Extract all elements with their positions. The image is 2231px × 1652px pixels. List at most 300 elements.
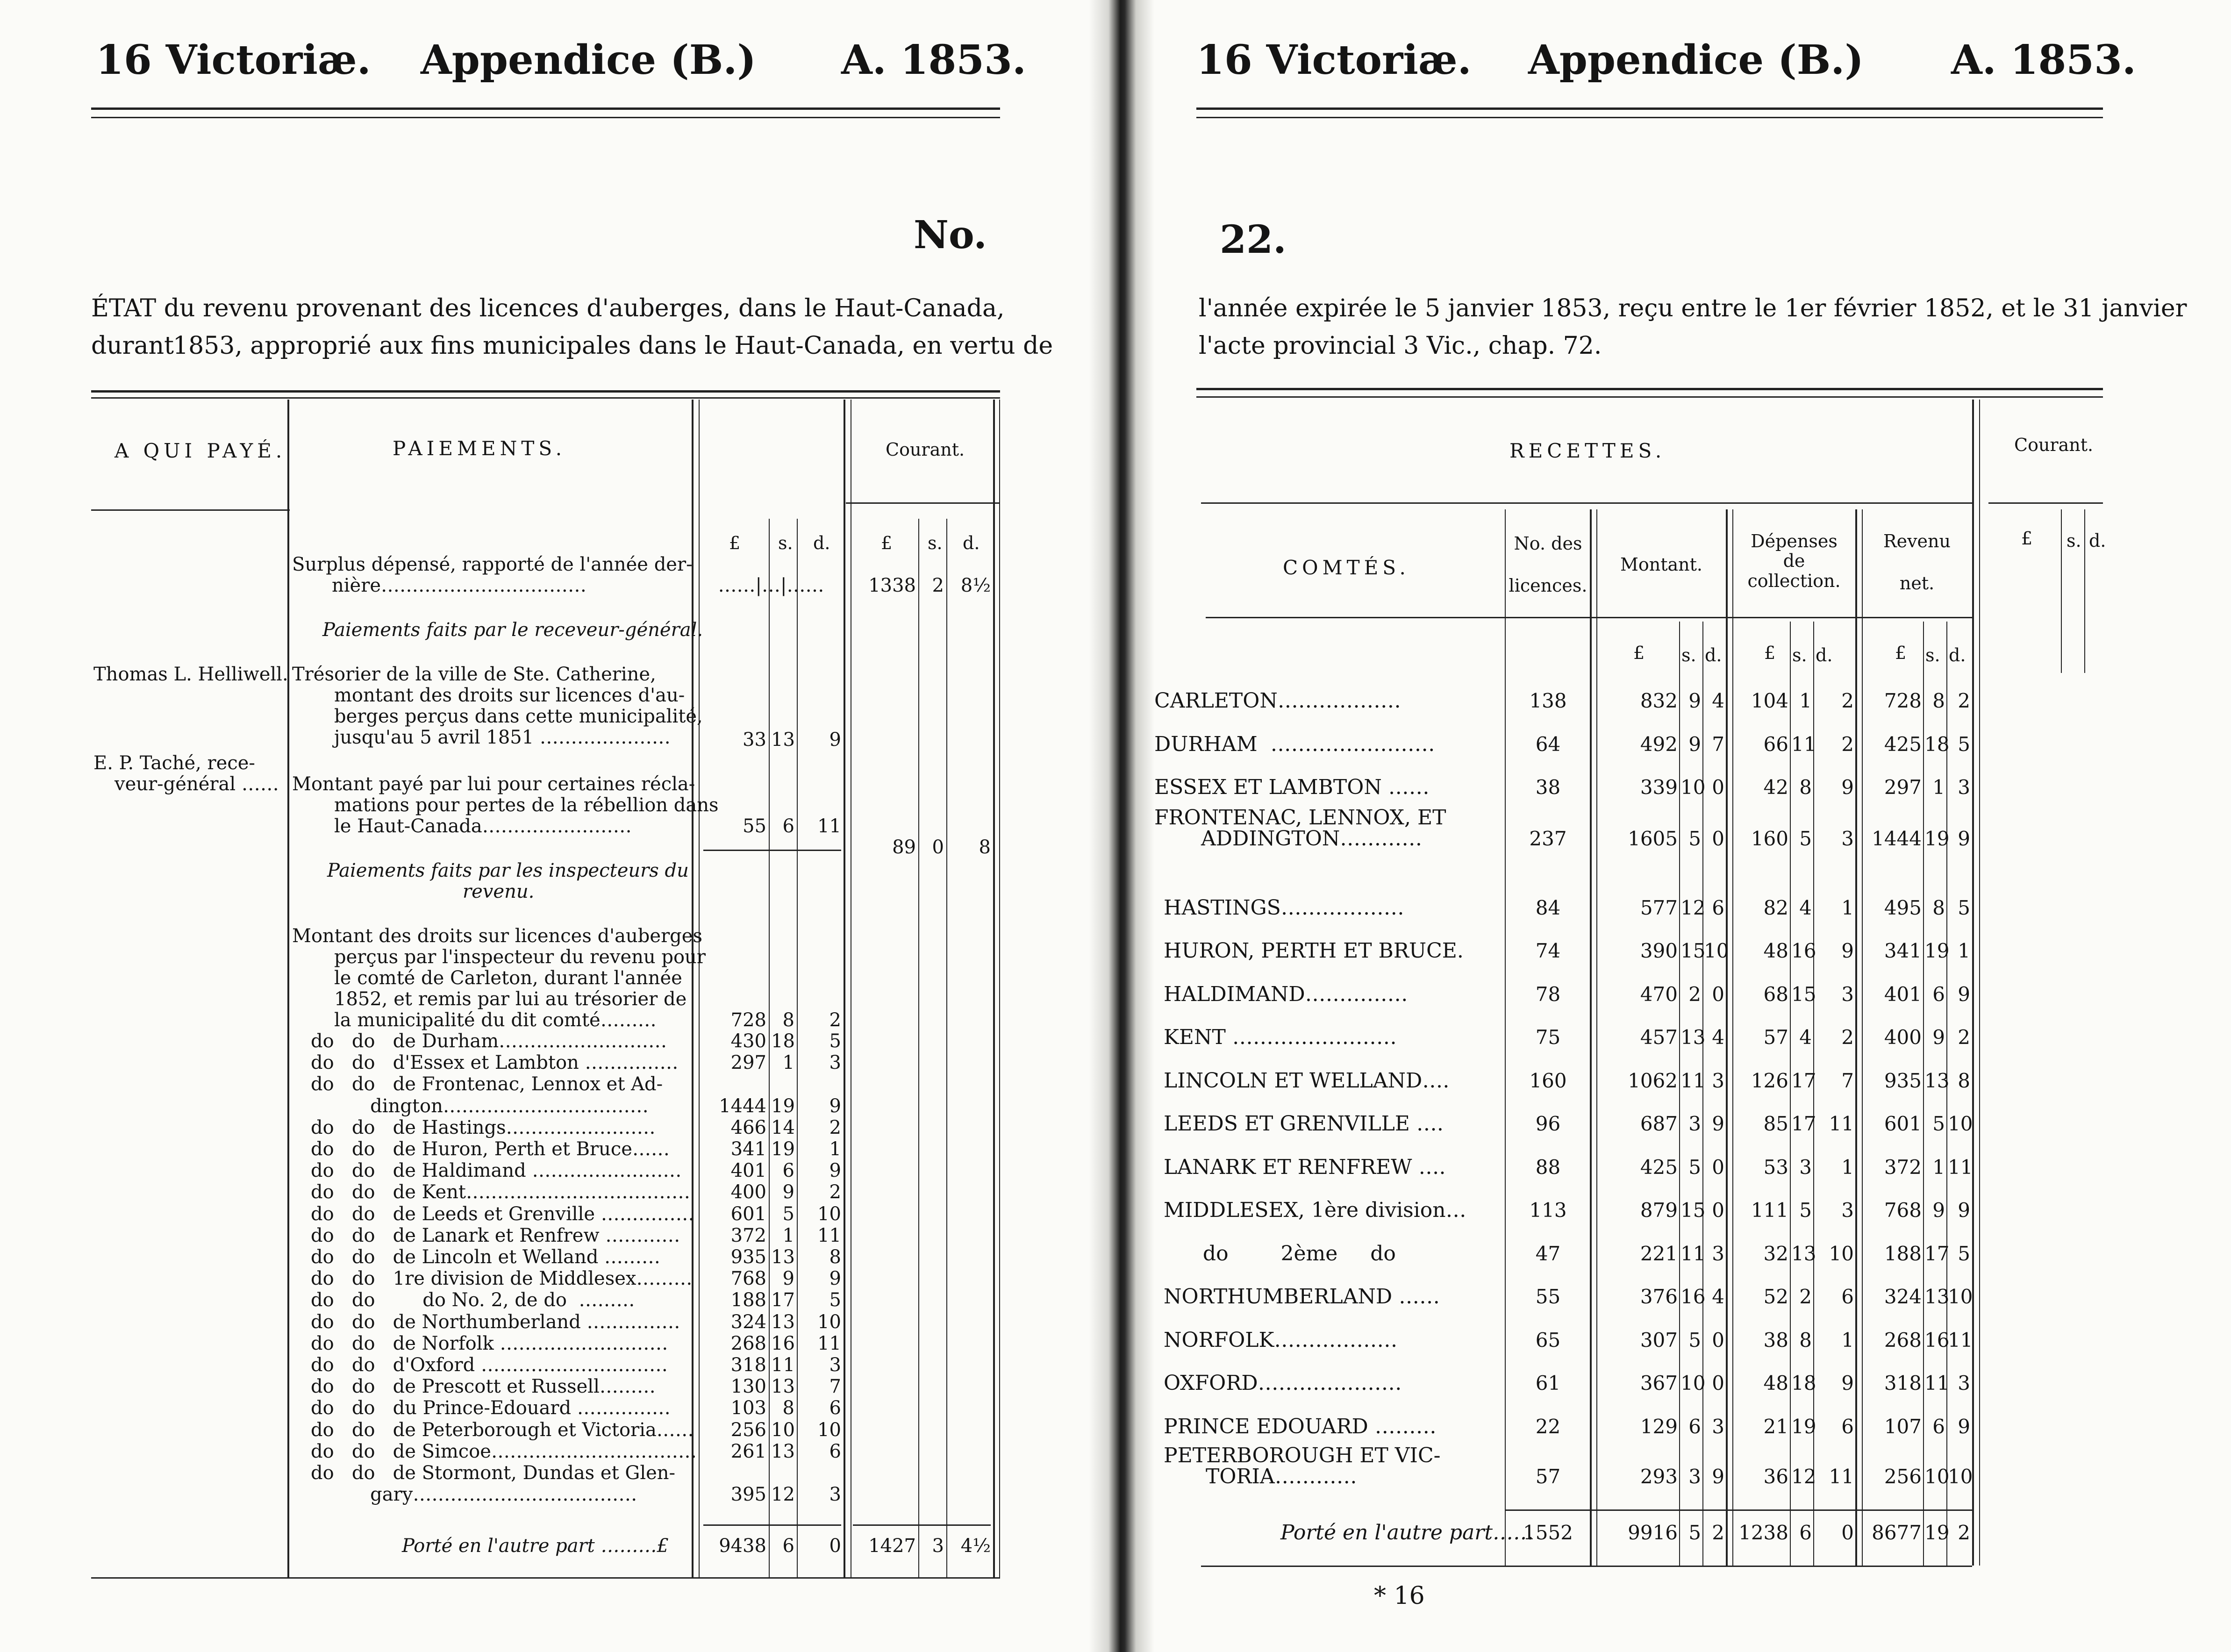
county-name: ESSEX ET LAMBTON …… [1154,775,1430,799]
amount-pence: 9 [1712,1465,1724,1488]
payment-description: le comté de Carleton, durant l'année [334,967,682,989]
net-pounds: 188 [1884,1242,1922,1265]
caption-line: ÉTAT du revenu provenant des licences d'auberges, dans le Haut-Canada, durant [91,294,1005,360]
total-rule [853,1524,991,1526]
net-pounds: 728 [1884,689,1922,712]
net-pounds: 1444 [1872,827,1922,850]
expenses-pounds: 36 [1763,1465,1788,1488]
unit-pound: £ [1895,643,1907,663]
amount-pounds: 367 [1640,1372,1678,1395]
column-divider [287,400,289,1577]
expenses-pence: 6 [1841,1285,1854,1308]
county-name: FRONTENAC, LENNOX, ET [1154,806,1446,830]
expenses-pounds: 68 [1763,983,1788,1006]
total-pence: 0 [829,1535,841,1557]
expenses-pence: 11 [1829,1112,1854,1135]
column-header-receipts: RECETTES. [1509,439,1666,462]
payment-description: la municipalité du dit comté……… [334,1009,657,1031]
amount-shillings: 10 [771,1419,795,1441]
amount-pounds: 256 [730,1419,766,1441]
net-pence: 11 [1948,1329,1973,1352]
payment-description: Montant des droits sur licences d'auberges [292,925,702,947]
net-shillings: 6 [1932,1415,1945,1438]
unit-pence: d. [1949,645,1966,665]
amount-pence: 0 [1712,983,1724,1006]
amount-pounds: 395 [730,1484,766,1505]
column-divider [699,400,700,1577]
table-top-rule [1196,388,2103,390]
header-session: 16 Victoriæ. [1196,36,1472,84]
expenses-shillings: 3 [1799,1156,1812,1179]
expenses-pounds: 104 [1751,689,1788,712]
column-divider [918,519,919,1577]
amount-pounds: 492 [1640,733,1678,756]
total-expenses-pence: 0 [1841,1521,1854,1544]
expenses-pounds: 42 [1763,776,1788,799]
expenses-pence: 10 [1829,1242,1854,1265]
amount-pence: 8 [829,1246,841,1268]
licence-count: 22 [1535,1415,1561,1438]
column-divider [1855,509,1857,1566]
amount-pounds: 318 [730,1354,766,1376]
expenses-pounds: 57 [1763,1026,1788,1049]
column-header-current: Courant. [2014,435,2094,455]
subtotal-pence: 8 [979,837,991,858]
county-name: do 2ème do [1164,1242,1396,1266]
caption-line: l'acte provincial 3 Vic., chap. 72. [1199,332,1602,360]
ditto-row-label: do do du Prince-Edouard …………… [311,1397,671,1419]
unit-shilling: s. [928,533,943,553]
amount-pence: 0 [1712,1156,1724,1179]
amount-shillings: 16 [771,1333,795,1354]
amount-pounds: 577 [1640,896,1678,919]
net-shillings: 1 [1932,776,1945,799]
column-header-expenses: collection. [1747,571,1841,591]
amount-pence: 7 [1712,733,1724,756]
amount-shillings: 5 [1688,1156,1701,1179]
total-licences: 1552 [1523,1521,1573,1544]
licence-count: 57 [1535,1465,1561,1488]
licence-count: 75 [1535,1026,1561,1049]
expenses-shillings: 1 [1799,689,1812,712]
ditto-row-label: do do de Lanark et Renfrew ………… [311,1225,680,1246]
amount-pence: 0 [1712,827,1724,850]
surplus-label: Surplus dépensé, rapporté de l'année der- [292,554,693,575]
column-header-amount: Montant. [1620,554,1702,575]
column-divider [844,400,845,1577]
expenses-pounds: 66 [1763,733,1788,756]
net-shillings: 19 [1924,939,1950,962]
expenses-pounds: 48 [1763,1372,1788,1395]
amount-pence: 2 [829,1117,841,1138]
column-divider [1679,622,1680,1566]
expenses-pence: 11 [1829,1465,1854,1488]
net-shillings: 5 [1932,1112,1945,1135]
ditto-row-label: do do 1re division de Middlesex……… [311,1268,693,1289]
section-heading: revenu. [463,881,535,902]
net-pounds: 297 [1884,776,1922,799]
amount-pence: 10 [817,1419,841,1441]
licence-count: 84 [1535,896,1561,919]
surplus-label: nière…………………………… [332,575,587,596]
net-shillings: 9 [1932,1026,1945,1049]
expenses-pounds: 52 [1763,1285,1788,1308]
column-divider [999,400,1000,1577]
page-folio: * 16 [1374,1582,1425,1610]
column-divider [1732,509,1733,1566]
column-divider [946,519,947,1577]
column-divider [1946,622,1947,1566]
licence-count: 113 [1529,1199,1567,1222]
column-divider [769,519,770,1577]
net-pounds: 400 [1884,1026,1922,1049]
unit-shilling: s. [2067,530,2081,551]
amount-pounds: 470 [1640,983,1678,1006]
column-divider [1726,509,1728,1566]
net-shillings: 9 [1932,1199,1945,1222]
ditto-row-label: do do de Haldimand …………………… [311,1160,682,1181]
amount-pounds: 55 [743,815,766,837]
expenses-shillings: 17 [1791,1069,1816,1092]
amount-pounds: 430 [730,1030,766,1052]
total-current-shillings: 3 [932,1535,944,1557]
net-pounds: 935 [1884,1069,1922,1092]
net-shillings: 19 [1924,827,1950,850]
licence-count: 78 [1535,983,1561,1006]
amount-pence: 6 [829,1397,841,1419]
ditto-row-label: do do do No. 2, de do ……… [311,1289,635,1311]
document-number-label: No. [914,213,987,257]
payee-name: veur-général …… [114,773,279,795]
right-page [1154,0,2231,1652]
county-name: HURON, PERTH ET BRUCE. [1164,939,1464,963]
amount-shillings: 1 [782,1225,794,1246]
amount-pounds: 297 [730,1052,766,1073]
expenses-pounds: 160 [1751,827,1788,850]
amount-shillings: 10 [1680,1372,1706,1395]
licence-count: 55 [1535,1285,1561,1308]
header-session: 16 Victoriæ. [96,36,371,84]
amount-pounds: 1444 [719,1095,766,1117]
section-heading: Paiements faits par le receveur-général. [322,619,703,641]
expenses-shillings: 17 [1791,1112,1816,1135]
amount-pence: 2 [829,1181,841,1203]
amount-shillings: 11 [771,1354,795,1376]
net-pence: 9 [1958,983,1970,1006]
amount-shillings: 5 [1688,1329,1701,1352]
net-pence: 9 [1958,1199,1970,1222]
amount-pence: 6 [829,1441,841,1462]
licence-count: 61 [1535,1372,1561,1395]
total-current-pence: 4½ [960,1535,991,1557]
amount-shillings: 11 [1680,1242,1706,1265]
ditto-row-label: do do de Huron, Perth et Bruce…… [311,1138,670,1160]
licence-count: 65 [1535,1329,1561,1352]
column-divider [1590,509,1592,1566]
amount-pence: 6 [1712,896,1724,919]
amount-pence: 1 [829,1138,841,1160]
county-name: DURHAM …………………… [1154,732,1435,756]
amount-shillings: 13 [771,1441,795,1462]
net-pence: 1 [1958,939,1970,962]
amount-pence: 3 [829,1052,841,1073]
amount-pounds: 401 [730,1160,766,1181]
column-header-payments: PAIEMENTS. [393,437,566,460]
column-divider [1505,509,1506,1566]
amount-pounds: 261 [730,1441,766,1462]
carried-forward-label: Porté en l'autre part ………£ [402,1535,669,1557]
county-name: HALDIMAND…………… [1164,982,1408,1006]
amount-pounds: 372 [730,1225,766,1246]
header-rule [1196,107,2103,110]
county-name: CARLETON……………… [1154,689,1401,713]
amount-pence: 9 [829,1268,841,1289]
ditto-row-label: do do d'Oxford ………………………… [311,1354,668,1376]
unit-pound: £ [1633,643,1645,663]
header-rule [846,502,1000,504]
column-header-licences: No. des [1514,533,1582,554]
total-current-pounds: 1427 [868,1535,916,1557]
amount-shillings: 5 [1688,827,1701,850]
net-pounds: 401 [1884,983,1922,1006]
amount-shillings: 14 [771,1117,795,1138]
amount-pounds: 935 [730,1246,766,1268]
header-appendix: Appendice (B.) [421,36,757,84]
net-pounds: 107 [1884,1415,1922,1438]
amount-shillings: 9 [1688,689,1701,712]
amount-pounds: 1062 [1628,1069,1678,1092]
amount-pounds: 879 [1640,1199,1678,1222]
amount-pence: 9 [829,729,841,751]
left-page [0,0,1089,1652]
amount-shillings: 13 [771,1311,795,1333]
ditto-row-label: do do de Simcoe…………………………… [311,1441,697,1462]
expenses-shillings: 19 [1791,1415,1816,1438]
expenses-pence: 9 [1841,776,1854,799]
total-rule [703,1524,841,1526]
expenses-pence: 1 [1841,1156,1854,1179]
subtotal-rule [703,850,841,851]
amount-pence: 2 [829,1009,841,1031]
table-top-rule [91,397,1000,399]
unit-pence: d. [1705,645,1722,665]
net-pence: 8 [1958,1069,1970,1092]
amount-pounds: 457 [1640,1026,1678,1049]
header-rule [91,509,290,511]
header-rule [91,117,1000,118]
amount-pounds: 339 [1640,776,1678,799]
total-expenses-pounds: 1238 [1738,1521,1788,1544]
surplus-pounds: 1338 [868,575,916,596]
amount-pence: 9 [829,1095,841,1117]
net-pounds: 372 [1884,1156,1922,1179]
amount-shillings: 9 [782,1181,794,1203]
net-shillings: 17 [1924,1242,1950,1265]
amount-pounds: 400 [730,1181,766,1203]
amount-pounds: 1605 [1628,827,1678,850]
net-shillings: 6 [1932,983,1945,1006]
expenses-pence: 6 [1841,1415,1854,1438]
amount-pence: 0 [1712,776,1724,799]
amount-shillings: 13 [1680,1026,1706,1049]
net-pounds: 256 [1884,1465,1922,1488]
column-divider [1790,622,1791,1566]
caption-line: 1853, approprié aux fins municipales dans le Haut-Canada, en vertu de [173,332,1053,360]
amount-pence: 10 [817,1311,841,1333]
unit-shilling: s. [1681,645,1696,665]
expenses-pounds: 111 [1751,1199,1788,1222]
surplus-shillings: 2 [932,575,944,596]
county-name: NORFOLK……………… [1164,1328,1398,1352]
net-shillings: 18 [1924,733,1950,756]
expenses-pounds: 126 [1751,1069,1788,1092]
amount-pounds: 341 [730,1138,766,1160]
surplus-pence: 8½ [960,575,991,596]
licence-count: 160 [1529,1069,1567,1092]
expenses-pence: 9 [1841,1372,1854,1395]
amount-pence: 0 [1712,1372,1724,1395]
expenses-pence: 3 [1841,1199,1854,1222]
header-appendix: Appendice (B.) [1528,36,1864,84]
ditto-row-label: do do d'Essex et Lambton …………… [311,1052,679,1073]
net-pounds: 495 [1884,896,1922,919]
expenses-pounds: 48 [1763,939,1788,962]
net-pence: 5 [1958,896,1970,919]
expenses-shillings: 5 [1799,1199,1812,1222]
unit-pound: £ [2021,528,2033,549]
amount-pence: 0 [1712,1329,1724,1352]
licence-count: 88 [1535,1156,1561,1179]
amount-shillings: 11 [1680,1069,1706,1092]
expenses-pence: 1 [1841,1329,1854,1352]
amount-shillings: 12 [1680,896,1706,919]
amount-pence: 10 [817,1203,841,1225]
amount-shillings: 3 [1688,1112,1701,1135]
total-net-shillings: 19 [1924,1521,1950,1544]
amount-shillings: 9 [782,1268,794,1289]
total-net-pence: 2 [1958,1521,1970,1544]
table-top-rule [1196,396,2103,398]
amount-pounds: 376 [1640,1285,1678,1308]
unit-pence: d. [2089,530,2106,551]
county-name: PRINCE EDOUARD ……… [1164,1415,1437,1438]
net-pence: 11 [1948,1156,1973,1179]
amount-pounds: 728 [730,1009,766,1031]
payment-description: berges perçus dans cette municipalité, [334,706,703,727]
amount-shillings: 13 [771,1376,795,1397]
ditto-row-label: do do de Norfolk ……………………… [311,1333,668,1354]
column-divider [692,400,694,1577]
expenses-shillings: 11 [1791,733,1816,756]
header-rule [1988,502,2103,504]
payment-description: mations pour pertes de la rébellion dans [334,794,719,816]
amount-pence: 3 [1712,1069,1724,1092]
unit-shilling: s. [778,533,793,553]
licence-count: 237 [1529,827,1567,850]
table-bottom-rule [91,1577,1000,1579]
expenses-shillings: 18 [1791,1372,1816,1395]
header-rule [91,107,1000,110]
expenses-shillings: 4 [1799,896,1812,919]
ditto-row-label: do do de Hastings…………………… [311,1117,656,1138]
amount-pence: 3 [829,1354,841,1376]
unit-pound: £ [1764,643,1776,663]
payee-name: Thomas L. Helliwell. [93,664,288,685]
net-pence: 2 [1958,1026,1970,1049]
amount-shillings: 15 [1680,939,1706,962]
expenses-pounds: 21 [1763,1415,1788,1438]
amount-shillings: 17 [771,1289,795,1311]
county-name: LINCOLN ET WELLAND…. [1164,1069,1450,1093]
payment-description: le Haut-Canada…………………… [334,815,632,837]
amount-pence: 9 [829,1160,841,1181]
total-shillings: 6 [782,1535,794,1557]
expenses-shillings: 4 [1799,1026,1812,1049]
amount-pounds: 324 [730,1311,766,1333]
header-rule [1206,617,1972,618]
header-year: A. 1853. [1951,36,2136,84]
licence-count: 64 [1535,733,1561,756]
column-header-expenses: Dépenses [1751,531,1838,551]
total-amount-pence: 2 [1712,1521,1724,1544]
net-shillings: 8 [1932,689,1945,712]
amount-pounds: 687 [1640,1112,1678,1135]
amount-shillings: 13 [771,1246,795,1268]
caption-line: l'année expirée le 5 janvier 1853, reçu entre le 1er février 1852, et le 31 janvier [1199,294,2187,322]
amount-shillings: 13 [771,729,795,751]
expenses-shillings: 16 [1791,939,1816,962]
county-name: ADDINGTON………… [1201,827,1423,851]
ditto-row-label: do do de Kent……………………………… [311,1181,690,1203]
licence-count: 38 [1535,776,1561,799]
net-shillings: 13 [1924,1069,1950,1092]
expenses-pounds: 82 [1763,896,1788,919]
net-shillings: 8 [1932,896,1945,919]
amount-pence: 4 [1712,1026,1724,1049]
expenses-shillings: 15 [1791,983,1816,1006]
header-year: A. 1853. [841,36,1026,84]
amount-pounds: 221 [1640,1242,1678,1265]
unit-pence: d. [963,533,980,553]
column-divider [1972,400,1974,1566]
licence-count: 74 [1535,939,1561,962]
amount-pounds: 130 [730,1376,766,1397]
column-divider [797,519,798,1577]
net-shillings: 16 [1924,1329,1950,1352]
ditto-row-label: gary……………………………… [311,1484,637,1505]
amount-pounds: 466 [730,1117,766,1138]
payment-description: montant des droits sur licences d'au- [334,685,685,706]
net-shillings: 1 [1932,1156,1945,1179]
expenses-shillings: 8 [1799,1329,1812,1352]
amount-pounds: 268 [730,1333,766,1354]
net-pence: 9 [1958,827,1970,850]
ditto-row-label: do do de Frontenac, Lennox et Ad- [311,1073,663,1095]
expenses-pounds: 32 [1763,1242,1788,1265]
amount-pence: 0 [1712,1199,1724,1222]
amount-shillings: 2 [1688,983,1701,1006]
expenses-pence: 9 [1841,939,1854,962]
column-divider [1923,622,1924,1566]
licence-count: 96 [1535,1112,1561,1135]
total-net-pounds: 8677 [1872,1521,1922,1544]
net-pence: 2 [1958,689,1970,712]
column-divider [1979,400,1980,1566]
surplus-dots: ……|…|…… [718,575,824,596]
total-rule [1505,1509,1972,1511]
net-pence: 5 [1958,1242,1970,1265]
amount-shillings: 10 [1680,776,1706,799]
